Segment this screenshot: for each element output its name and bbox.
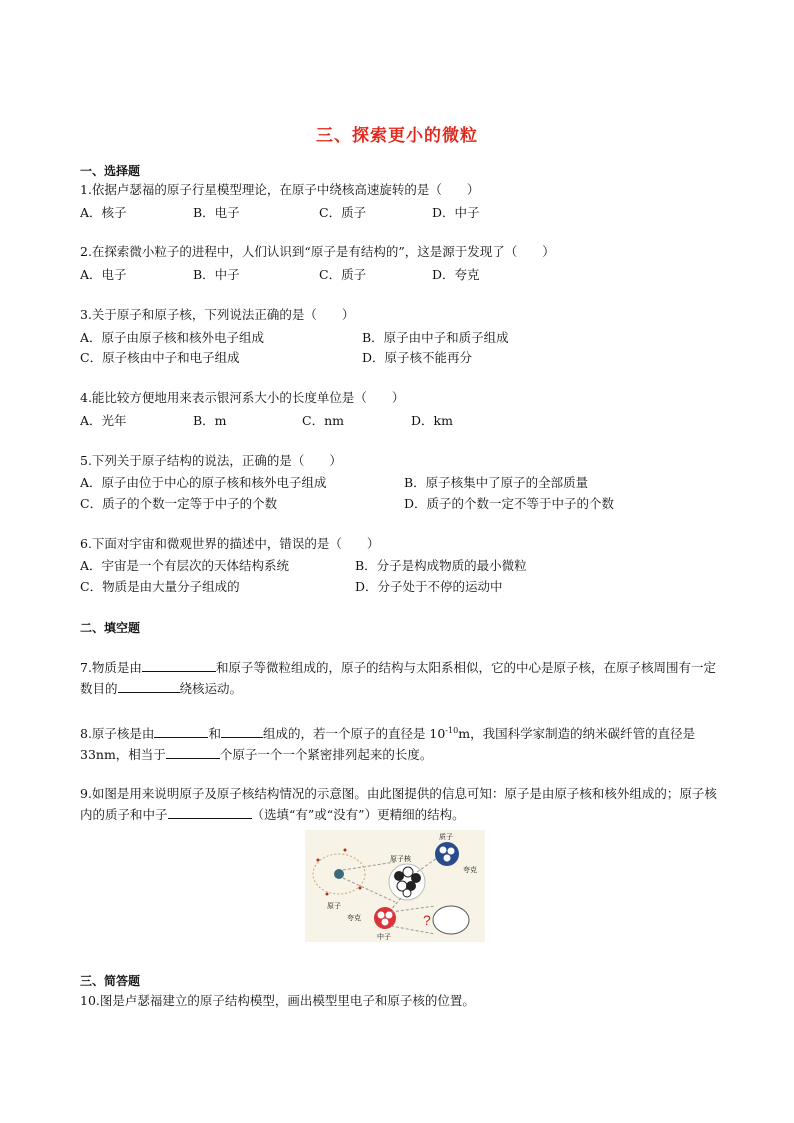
question-3-stem: 3.关于原子和原子核，下列说法正确的是（ ） <box>80 307 355 322</box>
nucleon <box>403 867 413 877</box>
label-proton: 质子 <box>439 833 453 841</box>
quark <box>382 919 389 926</box>
electron-dot <box>326 893 329 896</box>
question-3-option-c: C．原子核由中子和电子组成 <box>80 350 240 365</box>
question-2-stem: 2.在探索微小粒子的进程中，人们认识到“原子是有结构的”，这是源于发现了（ ） <box>80 244 555 259</box>
nucleon <box>403 889 411 897</box>
question-8-text-5: 个原子一个一个紧密排列起来的长度。 <box>219 747 433 763</box>
question-5-option-a: A．原子由位于中心的原子核和核外电子组成 <box>80 475 327 490</box>
question-2-option-a: A．电子 <box>80 267 127 282</box>
label-quark-1: 夸克 <box>463 866 477 874</box>
label-atom: 原子 <box>327 902 341 910</box>
question-2-option-d: D．夸克 <box>432 267 480 282</box>
unknown-structure-circle <box>433 906 469 934</box>
question-3-option-a: A．原子由原子核和核外电子组成 <box>80 330 265 345</box>
question-9-text-2: （选填“有”或“没有”）更精细的结构。 <box>251 807 465 822</box>
section-heading-choice: 一、选择题 <box>80 164 141 178</box>
question-2-option-b: B．中子 <box>193 267 240 282</box>
quark <box>448 848 455 855</box>
question-8-text-2: 和 <box>208 726 221 742</box>
question-8-blank-3[interactable] <box>166 744 220 759</box>
question-4-stem: 4.能比较方便地用来表示银河系大小的长度单位是（ ） <box>80 390 405 405</box>
question-8-blank-1[interactable] <box>154 723 208 738</box>
proton-circle <box>435 842 459 866</box>
question-5-stem: 5.下列关于原子结构的说法，正确的是（ ） <box>80 453 342 468</box>
label-quark-2: 夸克 <box>347 914 361 922</box>
question-4-option-a: A．光年 <box>80 413 127 428</box>
quark <box>386 912 393 919</box>
question-4-option-d: D．km <box>411 413 453 428</box>
question-6-stem: 6.下面对宇宙和微观世界的描述中，错误的是（ ） <box>80 536 380 551</box>
nucleon <box>394 871 404 881</box>
question-1-option-a: A．核子 <box>80 205 127 220</box>
question-2-option-c: C．质子 <box>319 267 367 282</box>
question-9-text-1: 9.如图是用来说明原子及原子核结构情况的示意图。由此图提供的信息可知：原子是由原子核和核外组成的；原子核内的质子和中子 <box>80 786 717 822</box>
neutron-circle <box>374 907 396 929</box>
question-7-blank-2[interactable] <box>118 678 180 693</box>
question-1-stem: 1.依据卢瑟福的原子行星模型理论，在原子中绕核高速旋转的是（ ） <box>80 182 480 197</box>
question-4-option-b: B．m <box>193 413 227 428</box>
question-8-blank-2[interactable] <box>221 723 263 738</box>
question-5-option-c: C．质子的个数一定等于中子的个数 <box>80 496 278 511</box>
electron-dot <box>317 859 320 862</box>
question-6-option-d: D．分子处于不停的运动中 <box>355 579 503 594</box>
label-neutron: 中子 <box>377 933 391 941</box>
question-mark: ? <box>423 912 431 928</box>
question-4-option-c: C．nm <box>302 413 344 428</box>
section-heading-short: 三、简答题 <box>80 974 141 988</box>
question-8-text-4: m，我国科学家制造的纳米碳纤管的直径是 33nm，相当于 <box>80 726 696 763</box>
atom-core <box>334 869 344 879</box>
question-1-option-d: D．中子 <box>432 205 480 220</box>
label-nucleus: 原子核 <box>390 855 411 863</box>
page-title: 三、探索更小的微粒 <box>316 126 478 146</box>
atom-structure-diagram <box>305 830 485 942</box>
quark <box>444 855 451 862</box>
question-8-text-1: 8.原子核是由 <box>80 726 155 742</box>
electron-dot <box>359 887 362 890</box>
question-6-option-c: C．物质是由大量分子组成的 <box>80 579 240 594</box>
quark <box>378 912 385 919</box>
question-3-option-d: D．原子核不能再分 <box>362 350 473 365</box>
question-3-option-b: B．原子由中子和质子组成 <box>362 330 509 345</box>
question-7 <box>80 657 720 699</box>
question-8 <box>80 720 720 765</box>
question-7-text-2: 和原子等微粒组成的，原子的结构与太阳系相似，它的中心是原子核，在原子核周围有一定数目的 <box>80 660 716 696</box>
question-1-option-c: C．质子 <box>319 205 367 220</box>
question-9-blank[interactable] <box>168 804 252 819</box>
electron-dot <box>344 849 347 852</box>
question-9 <box>80 783 720 825</box>
question-7-text-3: 绕核运动。 <box>179 681 243 696</box>
question-7-blank-1[interactable] <box>142 657 216 672</box>
question-6-option-a: A．宇宙是一个有层次的天体结构系统 <box>80 558 290 573</box>
question-5-option-b: B．原子核集中了原子的全部质量 <box>404 475 589 490</box>
question-5-option-d: D．质子的个数一定不等于中子的个数 <box>404 496 615 511</box>
question-6-option-b: B．分子是构成物质的最小微粒 <box>355 558 527 573</box>
question-10: 10.图是卢瑟福建立的原子结构模型，画出模型里电子和原子核的位置。 <box>80 993 475 1008</box>
quark <box>440 847 447 854</box>
section-heading-fill: 二、填空题 <box>80 621 141 635</box>
question-8-text-3: 组成的，若一个原子的直径是 10 <box>262 726 446 742</box>
question-8-exponent: -10 <box>445 726 459 735</box>
question-7-text-1: 7.物质是由 <box>80 660 142 675</box>
question-1-option-b: B．电子 <box>193 205 240 220</box>
